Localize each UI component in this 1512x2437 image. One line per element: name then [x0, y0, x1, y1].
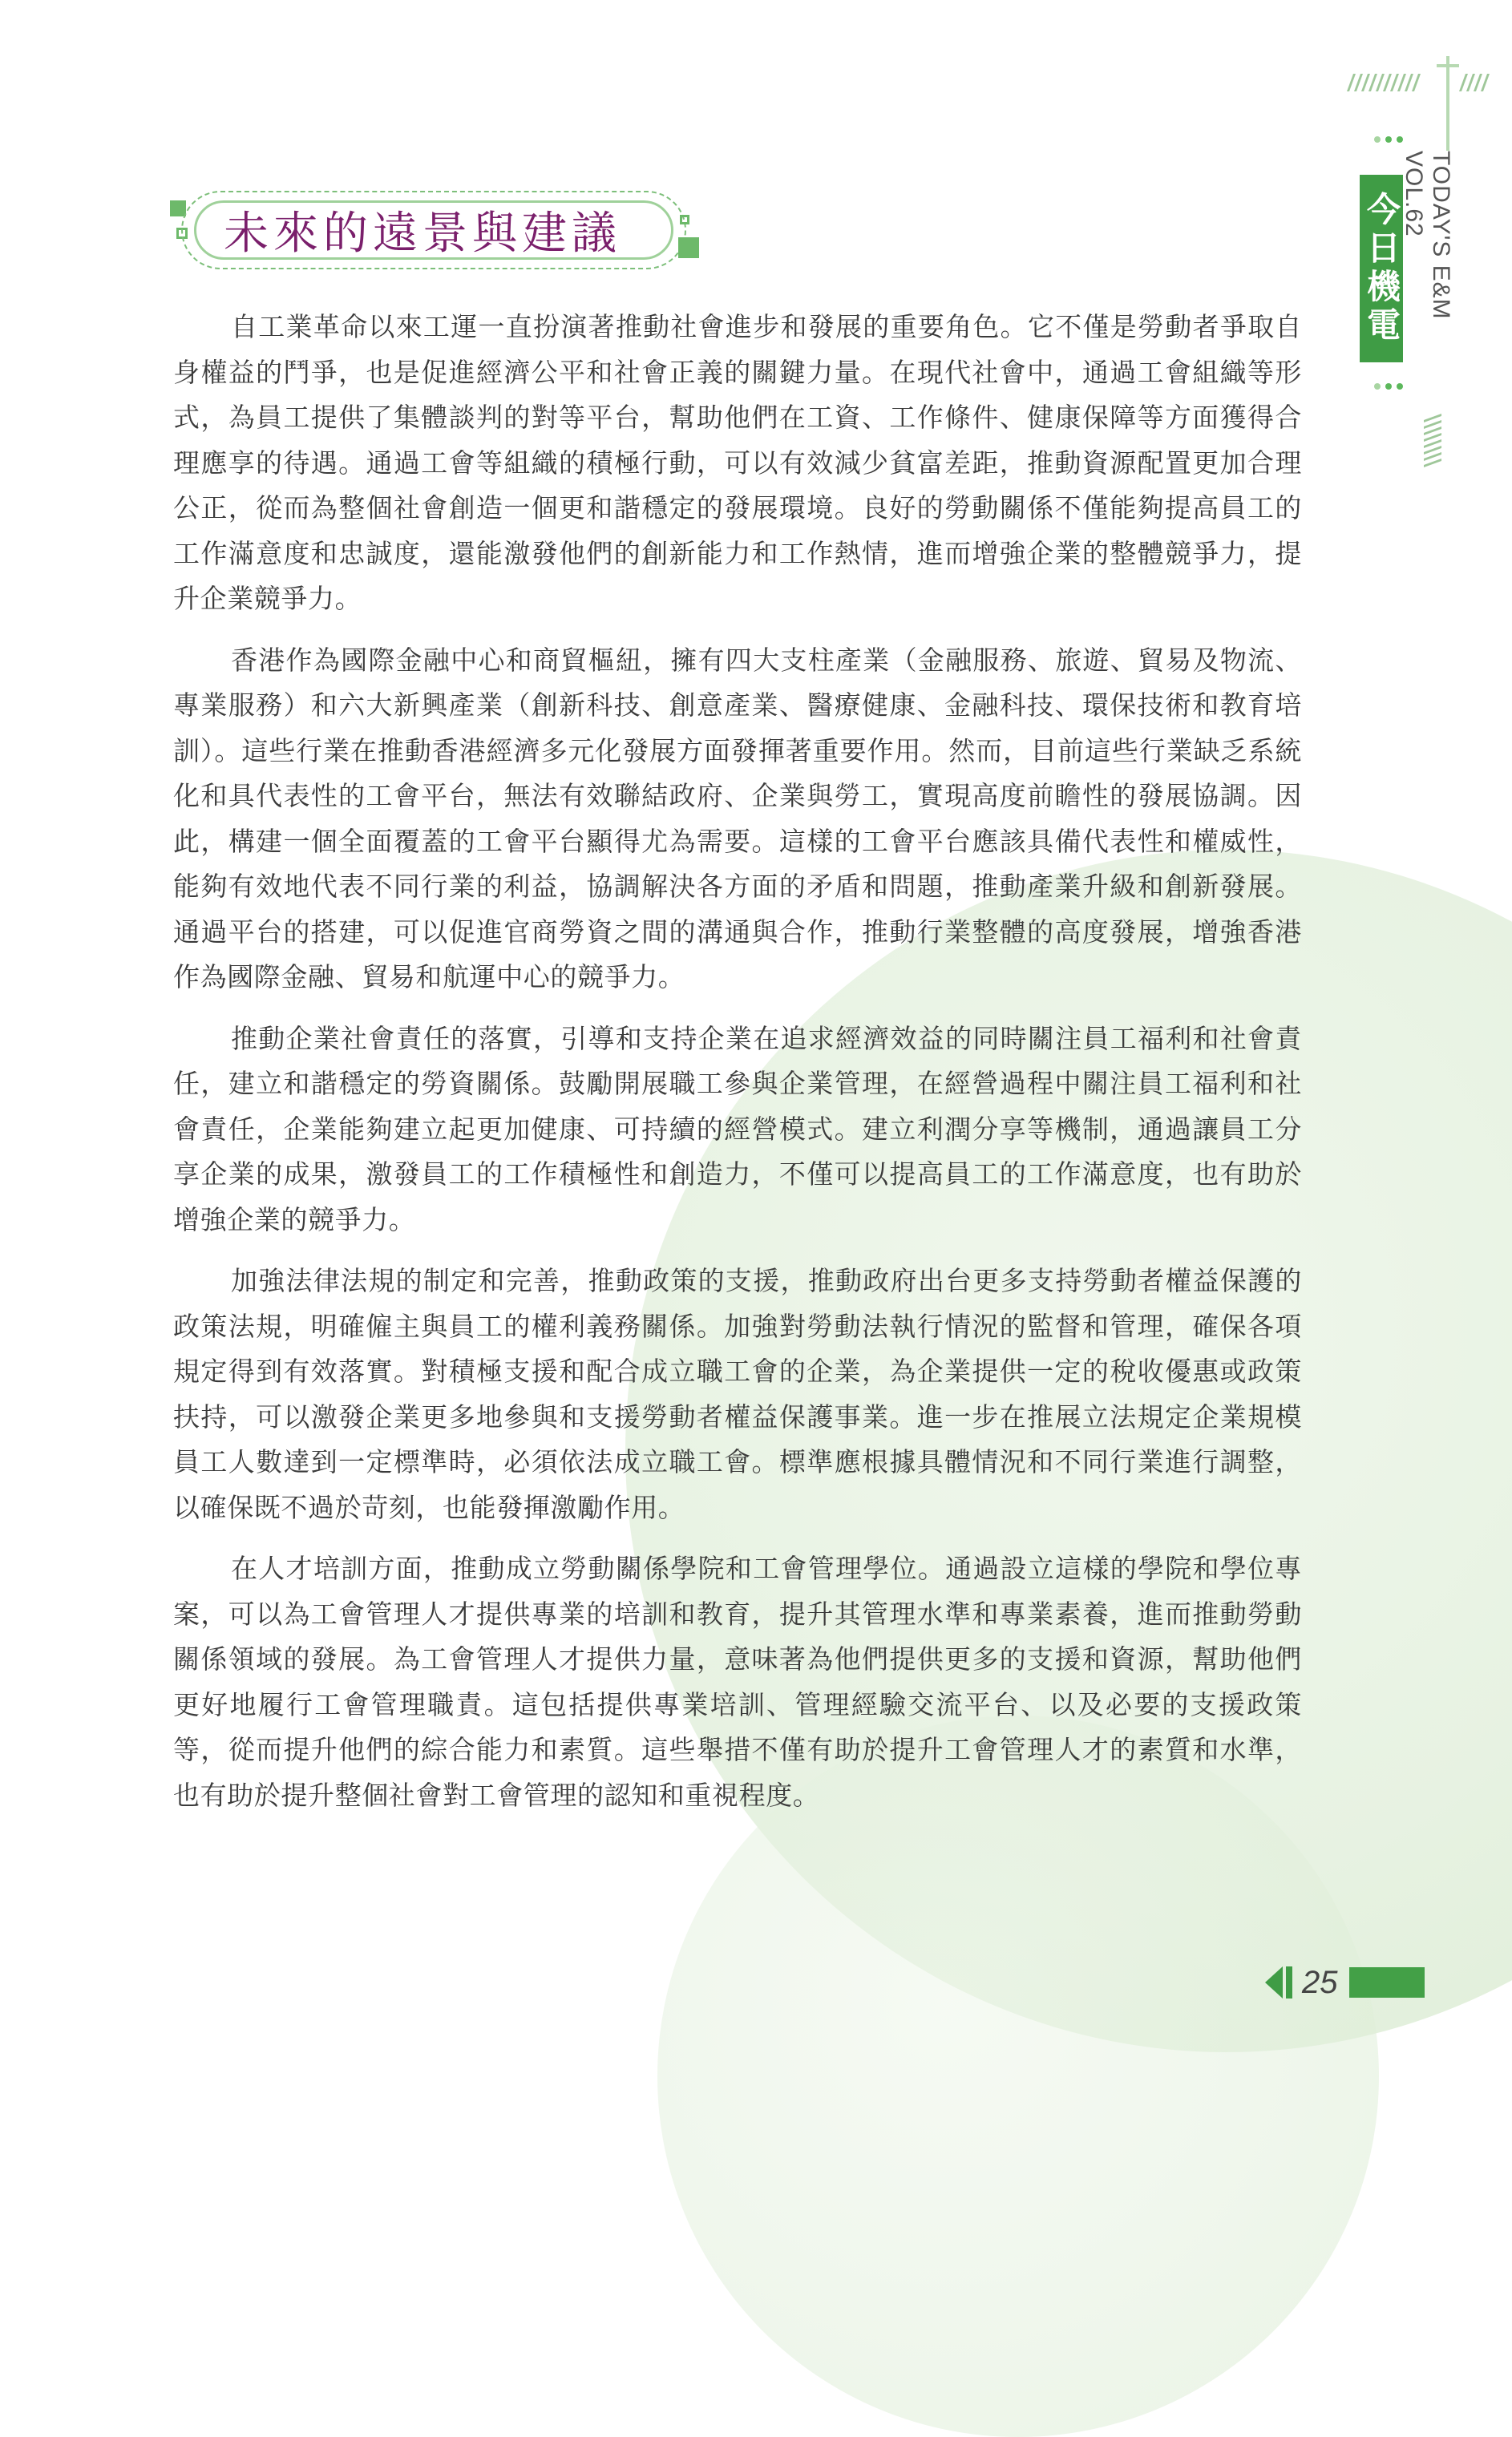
title-decor-square-right — [678, 237, 699, 258]
paragraph: 推動企業社會責任的落實，引導和支持企業在追求經濟效益的同時關注員工福利和社會責任，建立和諧穩定的勞資關係。鼓勵開展職工參與企業管理，在經營過程中關注員工福利和社會責任，企業能夠建立起更加健康、可持續的經營模式。建立利潤分享等機制，通過讓員工分享企業的成果，激發員工的工作積極性和創造力，不僅可以提高員工的工作滿意度，也有助於增強企業的競爭力。 — [173, 1022, 1302, 1235]
paragraph: 自工業革命以來工運一直扮演著推動社會進步和發展的重要角色。它不僅是勞動者爭取自身權益的鬥爭，也是促進經濟公平和社會正義的關鍵力量。在現代社會中，通過工會組織等形式，為員工提供了集體談判的對等平台，幫助他們在工資、工作條件、健康保障等方面獲得合理應享的待遇。通過工會等組織的積極行動，可以有效減少貧富差距，推動資源配置更加合理公正，從而為整個社會創造一個更和諧穩定的發展環境。良好的勞動關係不僅能夠提高員工的工作滿意度和忠誠度，還能激發他們的創新能力和工作熱情，進而增強企業的整體競爭力，提升企業競爭力。 — [173, 311, 1302, 614]
paragraph: 香港作為國際金融中心和商貿樞紐，擁有四大支柱產業（金融服務、旅遊、貿易及物流、專業服務）和六大新興產業（創新科技、創意產業、醫療健康、金融科技、環保技術和教育培訓）。這些行業在推動香港經濟多元化發展方面發揮著重要作用。然而，目前這些行業缺乏系統化和具代表性的工會平台，無法有效聯結政府、企業與勞工，實現高度前瞻性的發展協調。因此，構建一個全面覆蓋的工會平台顯得尤為需要。這樣的工會平台應該具備代表性和權威性，能夠有效地代表不同行業的利益，協調解決各方面的矛盾和問題，推動產業升級和創新發展。通過平台的搭建，可以促進官商勞資之間的溝通與合作，推動行業整體的高度發展，增強香港作為國際金融、貿易和航運中心的競爭力。 — [173, 644, 1302, 992]
paragraph: 加強法律法規的制定和完善，推動政策的支援，推動政府出台更多支持勞動者權益保護的政策法規，明確僱主與員工的權利義務關係。加強對勞動法執行情況的監督和管理，確保各項規定得到有效落實。對積極支援和配合成立職工會的企業，為企業提供一定的稅收優惠或政策扶持，可以激發企業更多地參與和支援勞動者權益保護事業。進一步在推展立法規定企業規模員工人數達到一定標準時，必須依法成立職工會。標準應根據具體情況和不同行業進行調整，以確保既不過於苛刻，也能發揮激勵作用。 — [173, 1265, 1302, 1523]
article-title-banner — [170, 186, 699, 276]
page-marker-bar — [1286, 1966, 1292, 1999]
section-tab — [1360, 175, 1403, 362]
section-tab-label: 今日機電 — [1362, 192, 1401, 346]
title-pill — [194, 200, 673, 260]
title-decor-square-right-outline — [680, 215, 689, 224]
page-number-marker — [1265, 1964, 1425, 2001]
running-title — [1401, 151, 1454, 391]
article-title: 未來的遠景與建議 — [224, 208, 621, 260]
paragraph: 在人才培訓方面，推動成立勞動關係學院和工會管理學位。通過設立這樣的學院和學位專案，可以為工會管理人才提供專業的培訓和教育，提升其管理水準和專業素養，進而推動勞動關係領域的發展。為工會管理人才提供力量，意味著為他們提供更多的支援和資源，幫助他們更好地履行工會管理職責。這包括提供專業培訓、管理經驗交流平台、以及必要的支援政策等，從而提升他們的綜合能力和素質。這些舉措不僅有助於提升工會管理人才的素質和水準，也有助於提升整個社會對工會管理的認知和重視程度。 — [173, 1553, 1302, 1811]
decorative-dots — [1374, 136, 1403, 143]
page-number: 25 — [1302, 1964, 1338, 2000]
decorative-hatch-right — [1462, 74, 1486, 91]
page-marker-block — [1349, 1967, 1425, 1998]
decorative-cross — [1446, 56, 1449, 151]
page-marker-triangle-icon — [1265, 1966, 1283, 1999]
running-title-text: TODAY'S E&M VOL.62 — [1401, 151, 1454, 320]
decorative-hatch-vertical — [1424, 417, 1441, 464]
decorative-dots-lower — [1374, 383, 1403, 390]
decorative-hatch — [1350, 74, 1417, 91]
article-body — [173, 305, 1302, 1834]
